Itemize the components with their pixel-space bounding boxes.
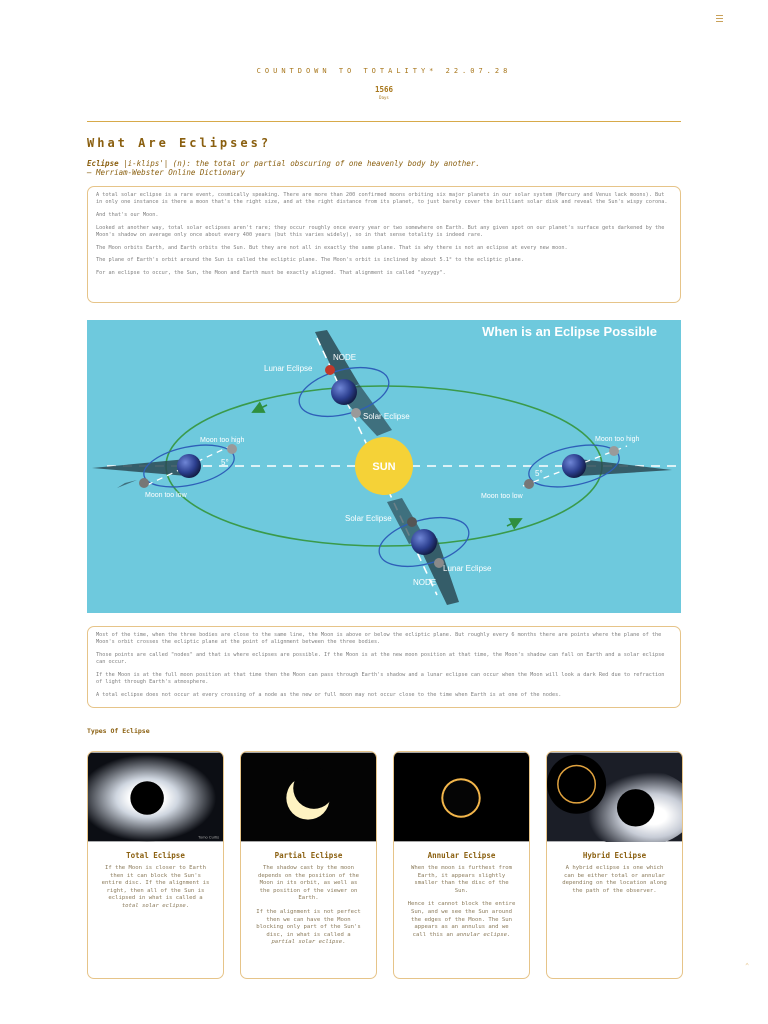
card-paragraph: The shadow cast by the moon depends on the position of the Moon in its orbit, as well as the position of the viewer on Earth. (257, 865, 360, 902)
earth (177, 454, 201, 478)
solar-label-top: Solar Eclipse (363, 412, 410, 421)
node-label-bottom: NODE (413, 578, 437, 587)
moon-high-left: Moon too high (200, 437, 245, 444)
eclipse-card-hybrid (546, 751, 683, 979)
countdown-label: COUNTDOWN TO TOTALITY* 22.07.28 (256, 67, 512, 75)
diagram-title: When is an Eclipse Possible (482, 324, 657, 339)
angle-right: 5° (535, 469, 543, 478)
earth (331, 379, 357, 405)
eclipse-card-annular (393, 751, 530, 979)
card-paragraph: If the Moon is closer to Earth then it can block the Sun's entire disc. If the alignment is right, then all of the Sun is eclipsed in what is called a total solar eclipse. (101, 865, 210, 909)
photo-credit: Tomo Curtis (198, 834, 220, 840)
intro-paragraph: The Moon orbits Earth, and Earth orbits the Sun. But they are not all in exactly the same plane. That is why there is not an eclipse at every new moon. (96, 244, 568, 251)
moon (139, 478, 149, 488)
intro-paragraph: The plane of Earth's orbit around the Sun is called the ecliptic plane. The Moon's orbit is inclined by about 5.1° to the ecliptic plane. (96, 257, 524, 264)
intro-paragraph: For an eclipse to occur, the Sun, the Moon and Earth must be exactly aligned. That alignment is called "syzygy". (96, 269, 446, 276)
moon (609, 446, 619, 456)
moon-red (325, 365, 335, 375)
solar-label-bottom: Solar Eclipse (345, 514, 392, 523)
shadow-cone (92, 459, 187, 476)
eclipse-diagram (87, 320, 681, 613)
card-paragraph: A hybrid eclipse is one which can be either total or annular depending on the location along the path of the observer. (562, 865, 667, 894)
countdown-value: 1566 (374, 85, 394, 94)
shadow-cone (579, 459, 672, 476)
explanation-paragraph: If the Moon is at the full moon position at that time then the Moon can pass through Earth's shadow and a lunar eclipse can occur when the Moon will look a dark Red due to refraction of light through Earth's atmosphere. (96, 671, 665, 686)
sun-label: SUN (372, 461, 396, 473)
moon (524, 479, 534, 489)
countdown-unit: Days (379, 95, 389, 100)
intro-paragraph: And that's our Moon. (96, 211, 159, 218)
moon (351, 408, 361, 418)
angle-left: 5° (221, 458, 229, 467)
card-paragraph: Hence it cannot block the entire Sun, and we see the Sun around the edges of the Moon. The Sun appears as an annulus and we call this an annular eclipse. (407, 901, 516, 938)
shadow-cone (117, 480, 137, 488)
card-body (407, 865, 516, 939)
moon-low-right: Moon too low (481, 493, 523, 500)
card-paragraph: If the alignment is not perfect then we can have the Moon blocking only part of the Sun's disc, in what is called a partial solar eclipse. (256, 908, 361, 946)
card-paragraph: When the moon is furthest from Earth, it appears slightly smaller than the disc of the Sun. (410, 865, 513, 894)
moon (407, 517, 417, 527)
explanation-box (87, 626, 681, 708)
explanation-paragraph: Those points are called "nodes" and that is where eclipses are possible. If the Moon is at the new moon position at that time, the Moon's shadow can fall on Earth and a solar eclipse can occur. (96, 651, 665, 666)
node-label-top: NODE (333, 353, 357, 362)
header-divider (87, 121, 681, 122)
lunar-label-bottom: Lunar Eclipse (443, 564, 492, 573)
definition (87, 159, 480, 177)
page-title: What Are Eclipses? (87, 136, 272, 150)
explanation-paragraph: Most of the time, when the three bodies are close to the same line, the Moon is above or below the ecliptic plane. But roughly every 6 months there are points where the plane of the Moon's orbit crosses the ecliptic plane at the point of alignment between the three bodies. (96, 632, 662, 646)
moon-low-left: Moon too low (145, 492, 187, 499)
card-title: Annular Eclipse (427, 851, 496, 860)
card-title: Hybrid Eclipse (582, 851, 647, 860)
card-body (560, 865, 669, 895)
earth (562, 454, 586, 478)
eclipse-diagram-svg (87, 320, 681, 613)
types-heading: Types Of Eclipse (87, 727, 150, 735)
intro-paragraph: A total solar eclipse is a rare event, cosmically speaking. There are more than 200 confirmed moons orbiting six major planets in our solar system (Mercury and Venus lack moons). But in only one instance is there a moon that's the right size, and at the right distance from its planet, to just barely cover the brilliant solar disk and reveal the Sun's wispy corona. (96, 192, 668, 206)
lunar-label-top: Lunar Eclipse (264, 364, 313, 373)
definition-source: – Merriam-Webster Online Dictionary (87, 168, 246, 177)
card-title: Partial Eclipse (274, 851, 343, 860)
total-eclipse-photo (88, 752, 223, 842)
intro-paragraph: Looked at another way, total solar eclipses aren't rare; they occur roughly once every year or two somewhere on Earth. But any given spot on our planet's surface gets darkened by the Moon's shadow on average only once about every 400 years (but this varies widely), so in that sense totality is indeed rare. (96, 224, 665, 238)
card-title: Total Eclipse (126, 851, 185, 860)
hybrid-eclipse-photo (547, 752, 682, 842)
card-body (101, 865, 210, 911)
explanation-paragraph: A total eclipse does not occur at every crossing of a node as the new or full moon may not occur close to the time when Earth is at one of the nodes. (96, 691, 562, 698)
definition-text: |i-klips'| (n): the total or partial obscuring of one heavenly body by another. (118, 159, 480, 168)
moon (227, 444, 237, 454)
annular-eclipse-photo (394, 752, 529, 842)
orbit-arrow (507, 521, 517, 526)
menu-icon[interactable] (716, 15, 723, 22)
eclipse-card-partial (240, 751, 377, 979)
intro-box (87, 186, 681, 303)
moon-high-right: Moon too high (595, 436, 640, 443)
earth (411, 529, 437, 555)
partial-eclipse-photo (241, 752, 376, 842)
definition-word: Eclipse (87, 159, 119, 168)
eclipse-card-total (87, 751, 224, 979)
card-body (254, 865, 363, 947)
scroll-top-icon[interactable]: ⌃ (745, 962, 750, 970)
orbit-arrow (257, 405, 267, 410)
